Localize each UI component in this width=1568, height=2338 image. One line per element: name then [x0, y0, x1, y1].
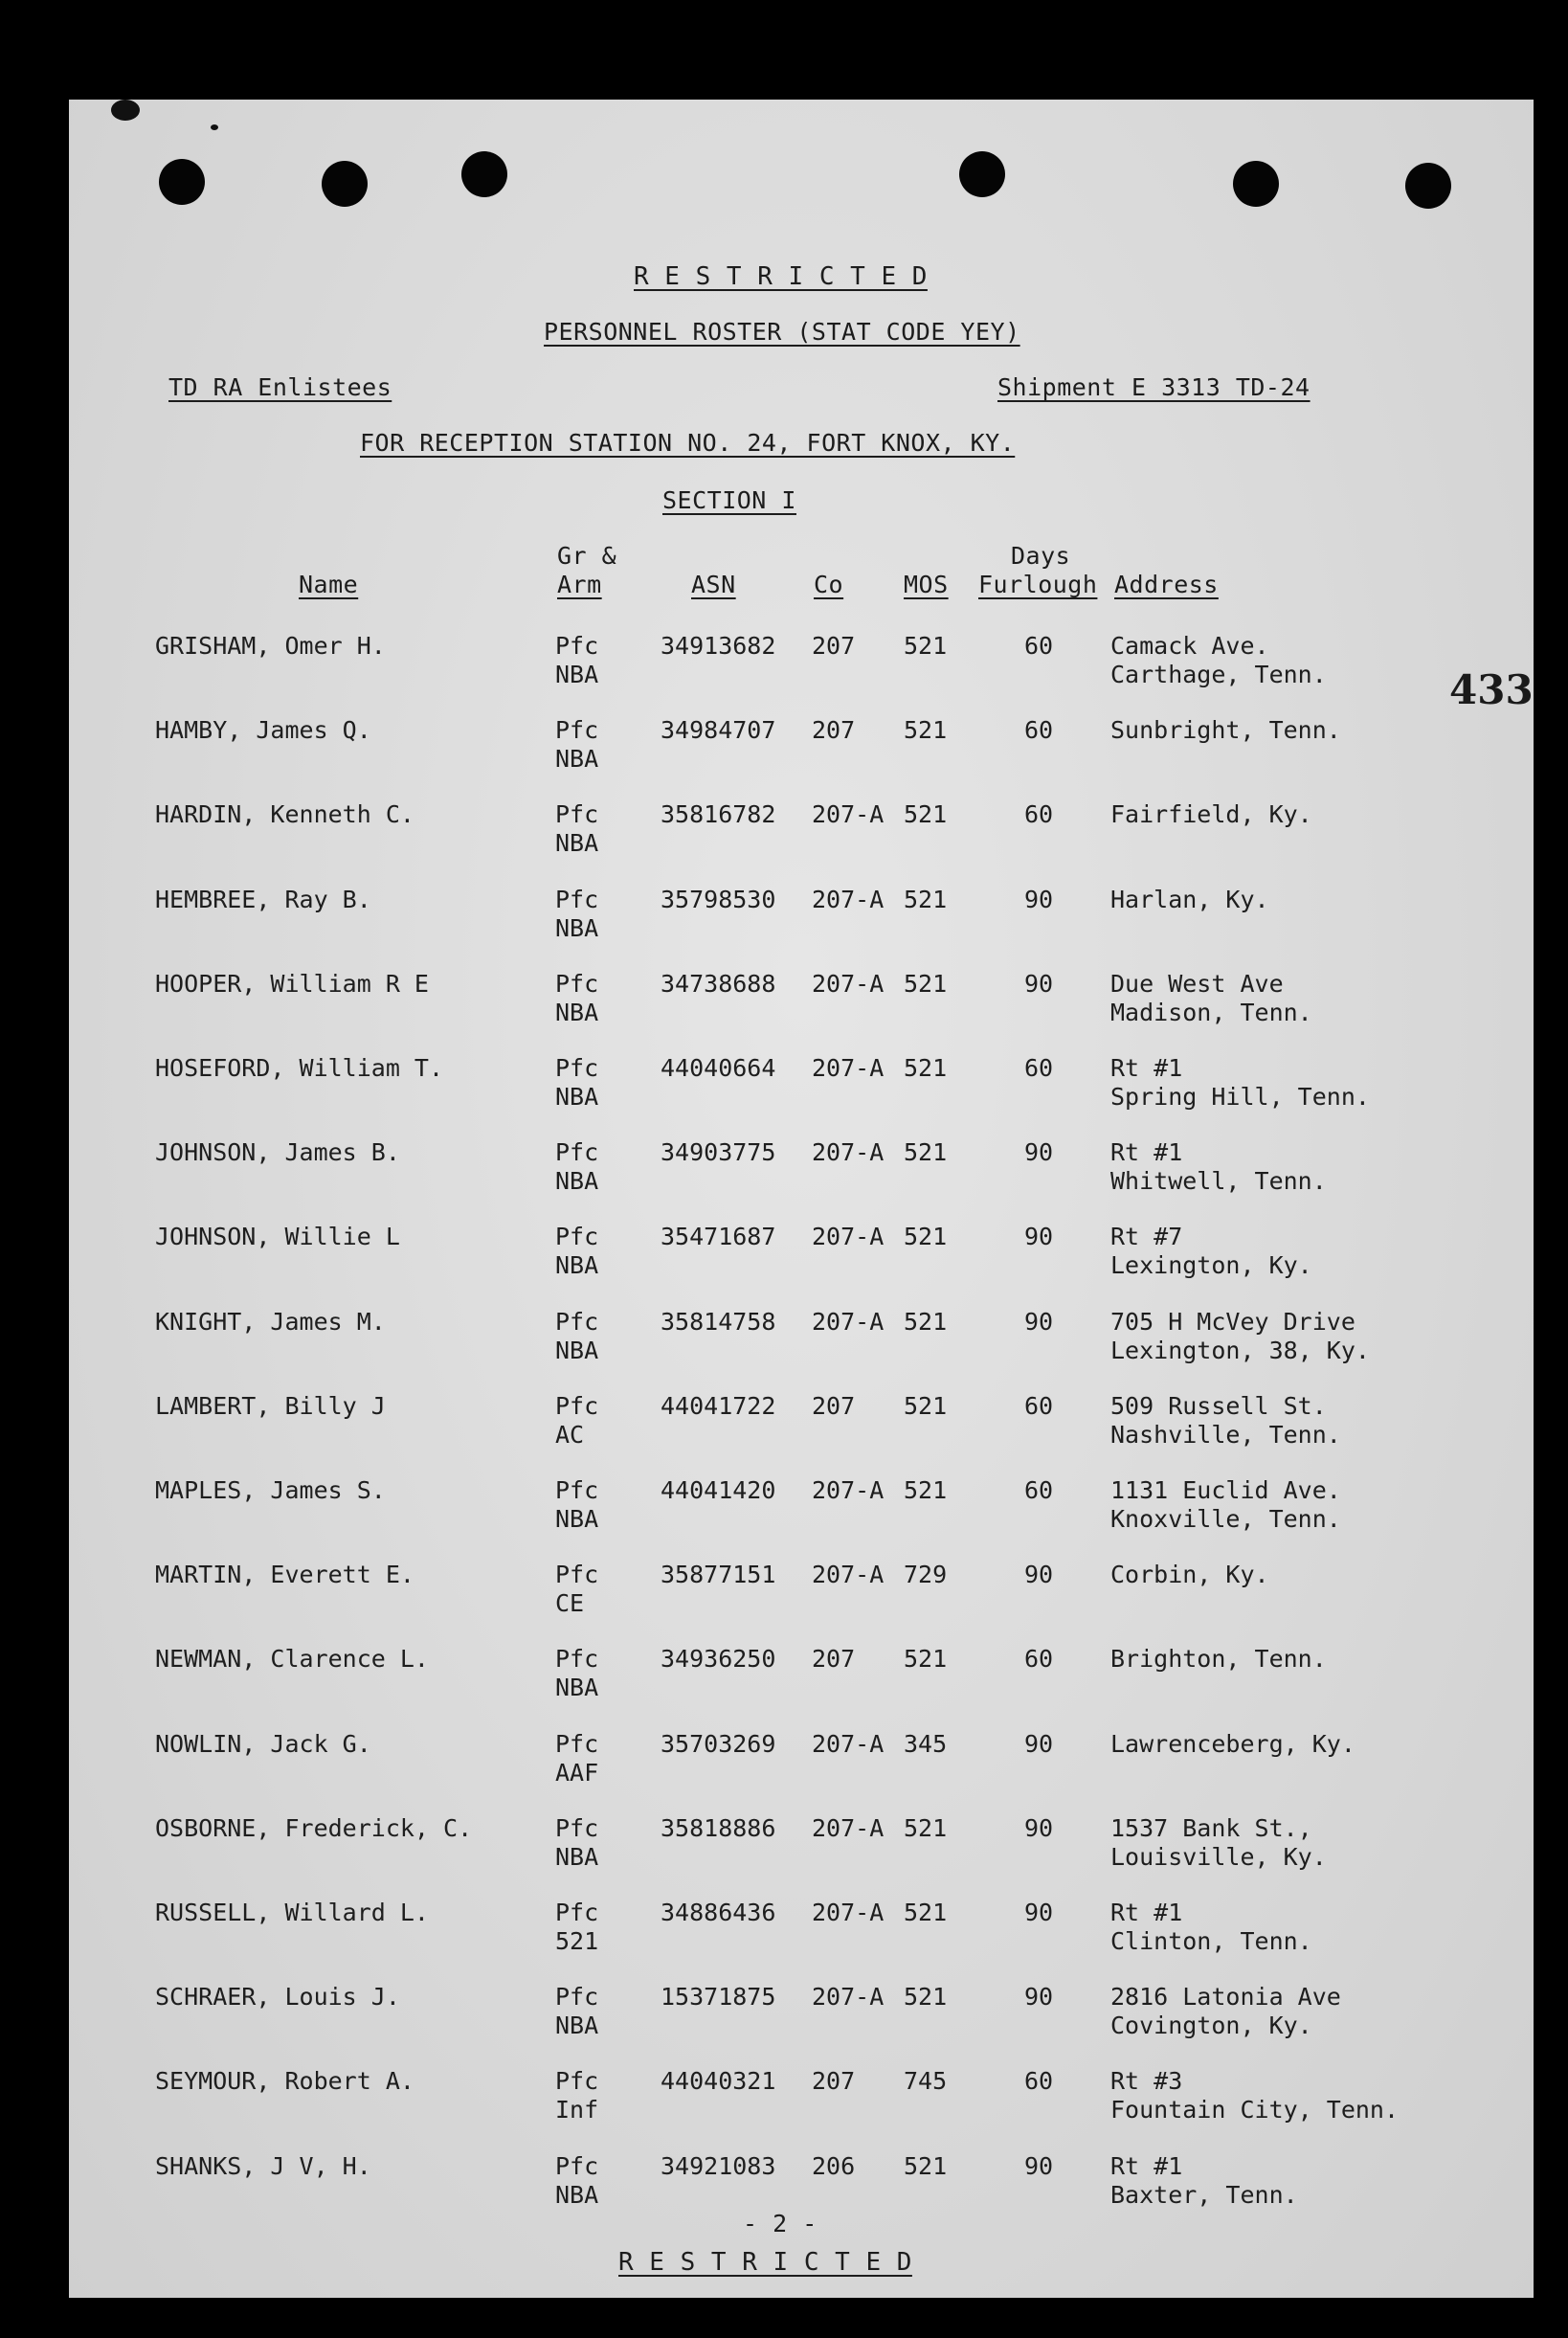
arm-of-service: NBA	[555, 1083, 599, 1111]
address-line-1: Rt #3	[1110, 2067, 1183, 2096]
address-line-2: Baxter, Tenn.	[1110, 2180, 1298, 2209]
soldier-name: MAPLES, James S.	[155, 1476, 386, 1504]
table-row	[69, 1308, 1534, 1375]
company: 207	[812, 1645, 856, 1674]
col-name: Name	[299, 571, 359, 598]
address-line-2: Madison, Tenn.	[1110, 998, 1312, 1026]
address-line-1: 1537 Bank St.,	[1110, 1813, 1312, 1842]
address-line-1: Sunbright, Tenn.	[1110, 716, 1341, 745]
punch-hole	[159, 159, 205, 205]
soldier-name: JOHNSON, James B.	[155, 1138, 400, 1167]
furlough-days: 60	[1023, 716, 1054, 745]
soldier-name: JOHNSON, Willie L	[155, 1223, 400, 1251]
arm-of-service: NBA	[555, 1336, 599, 1364]
mos-code: 521	[904, 969, 948, 998]
company: 207	[812, 716, 856, 745]
arm-of-service: NBA	[555, 1505, 599, 1533]
address-line-2: Spring Hill, Tenn.	[1110, 1083, 1370, 1111]
table-row	[69, 1138, 1534, 1205]
address-line-2: Louisville, Ky.	[1110, 1842, 1327, 1871]
table-row	[69, 1561, 1534, 1628]
arm-of-service: NBA	[555, 1842, 599, 1871]
grade: Pfc	[555, 800, 599, 829]
army-serial-number: 44041722	[661, 1391, 776, 1420]
company: 207-A	[812, 885, 885, 913]
address-line-1: Rt #1	[1110, 1138, 1183, 1167]
soldier-name: SEYMOUR, Robert A.	[155, 2067, 414, 2096]
furlough-days: 90	[1023, 1899, 1054, 1926]
punch-hole	[1405, 163, 1451, 209]
mos-code: 521	[904, 1476, 948, 1504]
mos-code: 745	[904, 2067, 948, 2096]
army-serial-number: 35703269	[661, 1729, 776, 1758]
col-co: Co	[814, 571, 844, 598]
grade: Pfc	[555, 1813, 599, 1842]
table-row	[69, 1223, 1534, 1290]
address-line-2: Nashville, Tenn.	[1110, 1420, 1341, 1449]
col-days-top: Days	[1011, 542, 1071, 570]
punch-hole	[1233, 161, 1279, 207]
company: 207-A	[812, 800, 885, 829]
company: 207-A	[812, 1899, 885, 1926]
col-gr-top: Gr &	[557, 542, 617, 570]
soldier-name: HOOPER, William R E	[155, 969, 429, 998]
arm-of-service: NBA	[555, 1674, 599, 1702]
table-row	[69, 1392, 1534, 1459]
arm-of-service: NBA	[555, 829, 599, 858]
address-line-2: Fountain City, Tenn.	[1110, 2096, 1400, 2124]
furlough-days: 60	[1023, 2067, 1054, 2096]
address-line-2: Lexington, 38, Ky.	[1110, 1336, 1370, 1364]
address-line-2: Covington, Ky.	[1110, 2012, 1312, 2040]
section-label: SECTION I	[662, 486, 796, 514]
company: 207	[812, 2067, 856, 2096]
company: 207-A	[812, 1561, 885, 1589]
grade: Pfc	[555, 885, 599, 913]
furlough-days: 90	[1023, 1983, 1054, 2012]
arm-of-service: AC	[555, 1420, 585, 1449]
address-line-2: Knoxville, Tenn.	[1110, 1505, 1341, 1533]
grade: Pfc	[555, 969, 599, 998]
grade: Pfc	[555, 1223, 599, 1251]
mos-code: 521	[904, 1138, 948, 1167]
address-line-1: 2816 Latonia Ave	[1110, 1983, 1341, 2012]
arm-of-service: NBA	[555, 2180, 599, 2209]
soldier-name: KNIGHT, James M.	[155, 1307, 386, 1336]
address-line-1: Due West Ave	[1110, 969, 1284, 998]
soldier-name: HEMBREE, Ray B.	[155, 885, 371, 913]
address-line-2: Clinton, Tenn.	[1110, 1927, 1312, 1955]
furlough-days: 90	[1023, 1729, 1054, 1758]
company: 207-A	[812, 969, 885, 998]
grade: Pfc	[555, 1054, 599, 1082]
grade: Pfc	[555, 1729, 599, 1758]
army-serial-number: 15371875	[661, 1983, 776, 2012]
arm-of-service: NBA	[555, 745, 599, 774]
grade: Pfc	[555, 632, 599, 660]
address-line-2: Carthage, Tenn.	[1110, 661, 1327, 688]
furlough-days: 60	[1023, 1391, 1054, 1420]
table-row	[69, 2067, 1534, 2134]
grade: Pfc	[555, 716, 599, 745]
table-row	[69, 1645, 1534, 1712]
ink-spot	[211, 124, 218, 130]
destination-label: FOR RECEPTION STATION NO. 24, FORT KNOX, KY.	[360, 429, 1016, 457]
address-line-1: 705 H McVey Drive	[1110, 1307, 1355, 1336]
table-row	[69, 632, 1534, 699]
furlough-days: 60	[1023, 800, 1054, 829]
address-line-1: Harlan, Ky.	[1110, 885, 1269, 913]
mos-code: 729	[904, 1561, 948, 1589]
army-serial-number: 35816782	[661, 800, 776, 829]
table-row	[69, 1814, 1534, 1881]
soldier-name: MARTIN, Everett E.	[155, 1561, 414, 1589]
address-line-1: Rt #1	[1110, 1899, 1183, 1926]
address-line-2: Lexington, Ky.	[1110, 1251, 1312, 1280]
ink-spot	[111, 100, 140, 121]
table-row	[69, 716, 1534, 783]
furlough-days: 90	[1023, 2151, 1054, 2180]
grade: Pfc	[555, 1138, 599, 1167]
mos-code: 521	[904, 885, 948, 913]
furlough-days: 90	[1023, 1223, 1054, 1251]
army-serial-number: 44041420	[661, 1476, 776, 1504]
army-serial-number: 35877151	[661, 1561, 776, 1589]
arm-of-service: CE	[555, 1589, 585, 1618]
punch-hole	[959, 151, 1005, 197]
punch-hole	[461, 151, 507, 197]
table-row	[69, 800, 1534, 867]
address-line-1: Rt #7	[1110, 1223, 1183, 1251]
soldier-name: HAMBY, James Q.	[155, 716, 371, 745]
table-row	[69, 1476, 1534, 1543]
company: 207-A	[812, 1729, 885, 1758]
group-label: TD RA Enlistees	[168, 373, 392, 401]
address-line-2: Whitwell, Tenn.	[1110, 1167, 1327, 1196]
mos-code: 521	[904, 716, 948, 745]
soldier-name: SCHRAER, Louis J.	[155, 1983, 400, 2012]
address-line-1: Rt #1	[1110, 2151, 1183, 2180]
furlough-days: 60	[1023, 632, 1054, 660]
army-serial-number: 34738688	[661, 969, 776, 998]
furlough-days: 90	[1023, 1561, 1054, 1589]
mos-code: 521	[904, 1223, 948, 1251]
arm-of-service: AAF	[555, 1758, 599, 1787]
table-row	[69, 1054, 1534, 1121]
arm-of-service: Inf	[555, 2096, 599, 2124]
soldier-name: GRISHAM, Omer H.	[155, 632, 386, 660]
mos-code: 521	[904, 1054, 948, 1082]
army-serial-number: 35798530	[661, 885, 776, 913]
grade: Pfc	[555, 2151, 599, 2180]
army-serial-number: 34921083	[661, 2151, 776, 2180]
address-line-1: Brighton, Tenn.	[1110, 1645, 1327, 1674]
grade: Pfc	[555, 1561, 599, 1589]
army-serial-number: 34936250	[661, 1645, 776, 1674]
grade: Pfc	[555, 1983, 599, 2012]
arm-of-service: NBA	[555, 998, 599, 1026]
address-line-1: Camack Ave.	[1110, 632, 1269, 660]
col-mos: MOS	[904, 571, 949, 598]
soldier-name: HARDIN, Kenneth C.	[155, 800, 414, 829]
soldier-name: LAMBERT, Billy J	[155, 1391, 386, 1420]
arm-of-service: NBA	[555, 913, 599, 942]
grade: Pfc	[555, 1307, 599, 1336]
mos-code: 521	[904, 2151, 948, 2180]
soldier-name: NEWMAN, Clarence L.	[155, 1645, 429, 1674]
address-line-1: Lawrenceberg, Ky.	[1110, 1729, 1355, 1758]
grade: Pfc	[555, 1645, 599, 1674]
army-serial-number: 34984707	[661, 716, 776, 745]
soldier-name: OSBORNE, Frederick, C.	[155, 1813, 473, 1842]
shipment-label: Shipment E 3313 TD-24	[997, 373, 1310, 401]
address-line-1: Fairfield, Ky.	[1110, 800, 1312, 829]
furlough-days: 90	[1023, 1138, 1054, 1167]
company: 207-A	[812, 1223, 885, 1251]
table-row	[69, 970, 1534, 1037]
arm-of-service: NBA	[555, 2012, 599, 2040]
page-stamp: 433	[1449, 666, 1534, 713]
grade: Pfc	[555, 1899, 599, 1926]
company: 207-A	[812, 1476, 885, 1504]
mos-code: 345	[904, 1729, 948, 1758]
furlough-days: 90	[1023, 969, 1054, 998]
col-days-bottom: Furlough	[978, 571, 1098, 598]
furlough-days: 60	[1023, 1645, 1054, 1674]
arm-of-service: NBA	[555, 1251, 599, 1280]
army-serial-number: 35814758	[661, 1307, 776, 1336]
mos-code: 521	[904, 1307, 948, 1336]
company: 207-A	[812, 1307, 885, 1336]
col-asn: ASN	[691, 571, 736, 598]
company: 207	[812, 1391, 856, 1420]
address-line-1: 509 Russell St.	[1110, 1391, 1327, 1420]
army-serial-number: 34886436	[661, 1899, 776, 1926]
company: 207	[812, 632, 856, 660]
grade: Pfc	[555, 1391, 599, 1420]
mos-code: 521	[904, 1983, 948, 2012]
arm-of-service: NBA	[555, 661, 599, 688]
company: 207-A	[812, 1813, 885, 1842]
army-serial-number: 44040321	[661, 2067, 776, 2096]
army-serial-number: 35471687	[661, 1223, 776, 1251]
army-serial-number: 34903775	[661, 1138, 776, 1167]
roster-page	[69, 100, 1534, 2298]
mos-code: 521	[904, 1899, 948, 1926]
soldier-name: RUSSELL, Willard L.	[155, 1899, 429, 1926]
table-row	[69, 1983, 1534, 2050]
mos-code: 521	[904, 632, 948, 660]
roster-title: PERSONNEL ROSTER (STAT CODE YEY)	[544, 318, 1020, 346]
arm-of-service: NBA	[555, 1167, 599, 1196]
table-row	[69, 886, 1534, 953]
company: 206	[812, 2151, 856, 2180]
page-number: - 2 -	[743, 2210, 818, 2237]
soldier-name: HOSEFORD, William T.	[155, 1054, 444, 1082]
mos-code: 521	[904, 1645, 948, 1674]
furlough-days: 60	[1023, 1054, 1054, 1082]
mos-code: 521	[904, 1391, 948, 1420]
furlough-days: 60	[1023, 1476, 1054, 1504]
company: 207-A	[812, 1983, 885, 2012]
soldier-name: SHANKS, J V, H.	[155, 2151, 371, 2180]
army-serial-number: 34913682	[661, 632, 776, 660]
furlough-days: 90	[1023, 885, 1054, 913]
table-row	[69, 1730, 1534, 1797]
mos-code: 521	[904, 1813, 948, 1842]
company: 207-A	[812, 1138, 885, 1167]
army-serial-number: 35818886	[661, 1813, 776, 1842]
grade: Pfc	[555, 1476, 599, 1504]
company: 207-A	[812, 1054, 885, 1082]
table-row	[69, 1899, 1534, 1966]
furlough-days: 90	[1023, 1813, 1054, 1842]
punch-hole	[322, 161, 368, 207]
mos-code: 521	[904, 800, 948, 829]
classification-bottom: R E S T R I C T E D	[618, 2248, 912, 2277]
army-serial-number: 44040664	[661, 1054, 776, 1082]
grade: Pfc	[555, 2067, 599, 2096]
col-gr-bottom: Arm	[557, 571, 602, 598]
address-line-1: 1131 Euclid Ave.	[1110, 1476, 1341, 1504]
col-address: Address	[1114, 571, 1219, 598]
arm-of-service: 521	[555, 1927, 599, 1955]
address-line-1: Corbin, Ky.	[1110, 1561, 1269, 1589]
furlough-days: 90	[1023, 1307, 1054, 1336]
address-line-1: Rt #1	[1110, 1054, 1183, 1082]
soldier-name: NOWLIN, Jack G.	[155, 1729, 371, 1758]
classification-top: R E S T R I C T E D	[634, 262, 928, 291]
